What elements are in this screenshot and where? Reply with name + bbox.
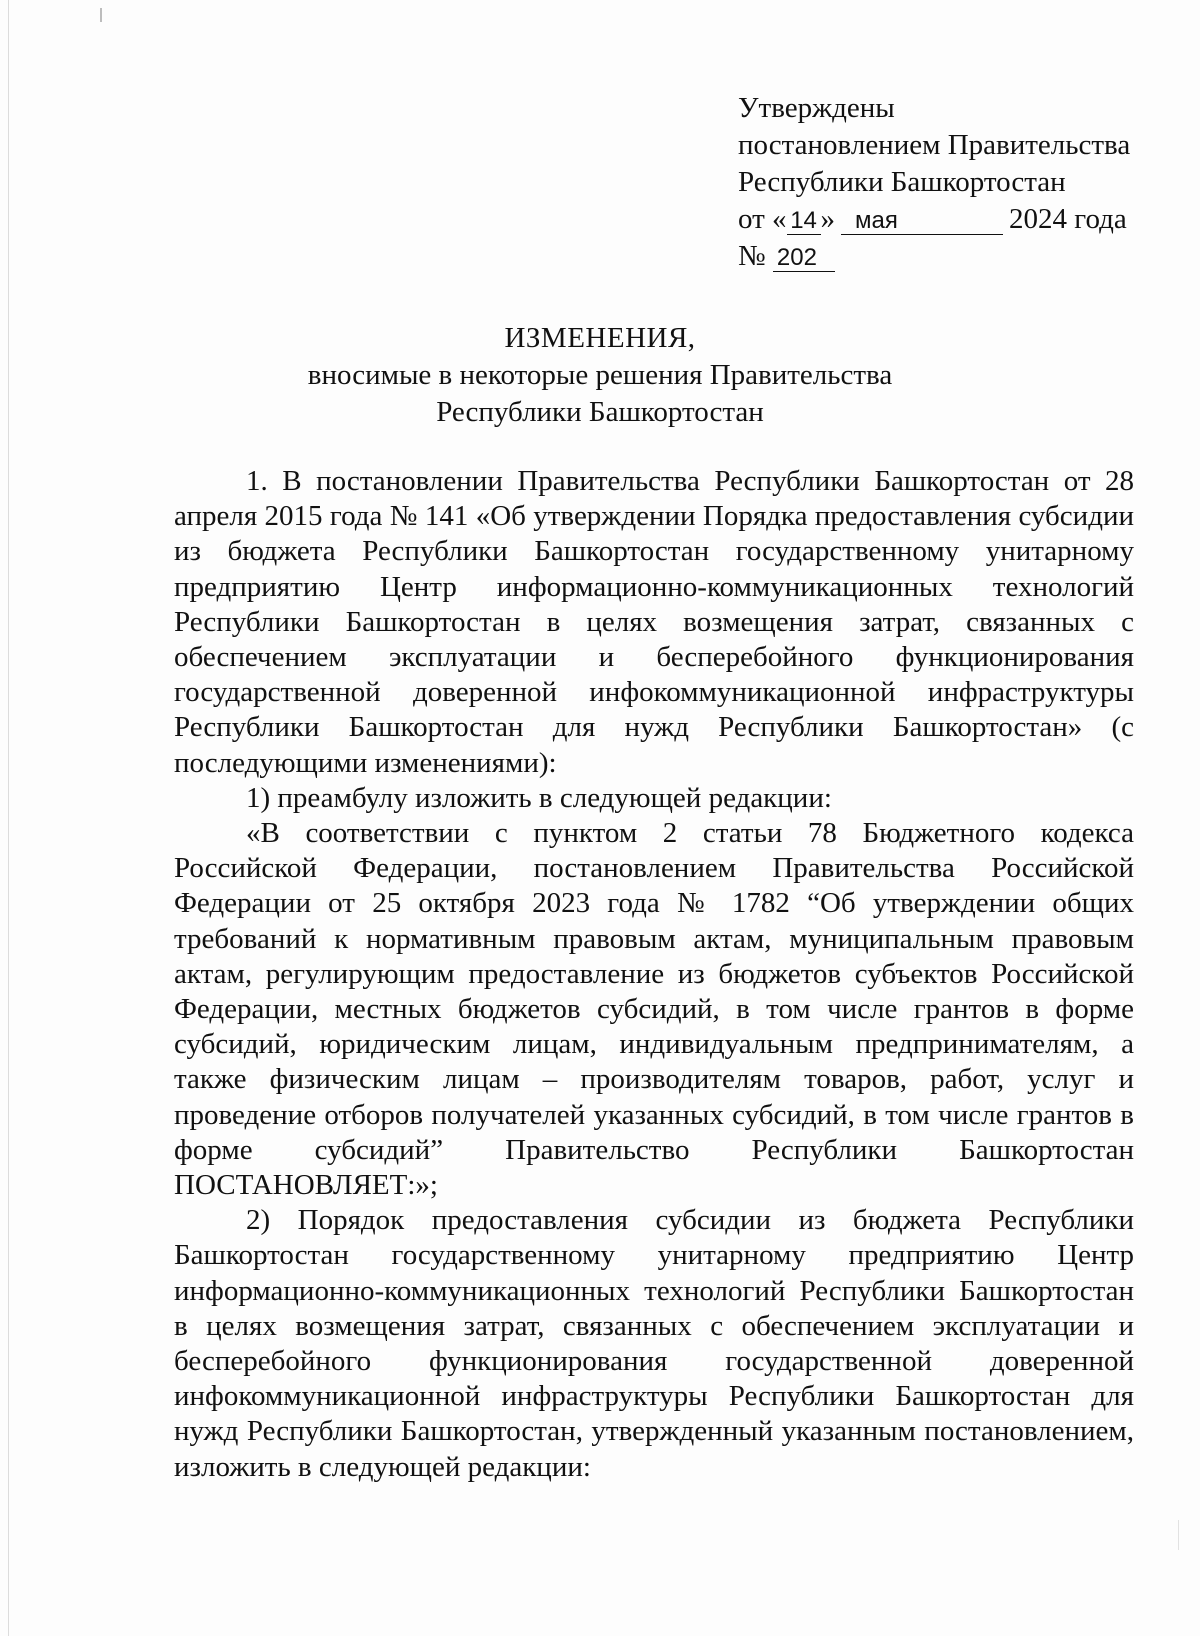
approval-line: постановлением Правительства — [738, 129, 1131, 161]
document-body — [174, 464, 1134, 1485]
paragraph: «В соответствии с пунктом 2 статьи 78 Бюджетного кодекса Российской Федерации, постановлением Правительства Российской Федерации от 25 октября 2023 года № 1782 “Об утверждении общих требований к нормативным правовым актам, муниципальным правовым актам, регулирующим предоставление из бюджетов субъектов Российской Федерации, местных бюджетов субсидий, в том числе грантов в форме субсидий, юридическим лицам, индивидуальным предпринимателям, а также физическим лицам – производителям товаров, работ, услуг и проведение отборов получателей указанных субсидий, в том числе грантов в форме субсидий” Правительство Республики Башкортостан ПОСТАНОВЛЯЕТ:»; — [174, 817, 1134, 1202]
paragraph: 1. В постановлении Правительства Республики Башкортостан от 28 апреля 2015 года № 141 «Об утверждении Порядка предоставления субсидии из бюджета Республики Башкортостан государственному унитарному предприятию Центр информационно-коммуникационных технологий Республики Башкортостан в целях возмещения затрат, связанных с обеспечением эксплуатации и бесперебойного функционирования государственной доверенной инфокоммуникационной инфраструктуры Республики Башкортостан для нужд Республики Башкортостан» (с последующими изменениями): — [174, 465, 1134, 779]
date-quote-close: » — [820, 203, 836, 235]
title-subtitle: вносимые в некоторые решения Правительства — [307, 359, 893, 391]
scan-edge-line — [8, 0, 9, 1636]
title-main: ИЗМЕНЕНИЯ, — [504, 322, 696, 354]
approval-line: Утверждены — [738, 92, 895, 124]
scan-speck — [100, 8, 102, 22]
date-day-field: 14 — [787, 208, 821, 235]
date-year: 2024 года — [1009, 203, 1127, 235]
resolution-number-field: 202 — [773, 245, 835, 272]
document-title — [0, 320, 1200, 431]
number-sign: № — [738, 240, 766, 272]
paragraph: 1) преамбулу изложить в следующей редакции: — [246, 781, 832, 814]
approval-stamp-block — [738, 90, 1178, 275]
date-prefix: от « — [738, 203, 787, 235]
paragraph: 2) Порядок предоставления субсидии из бюджета Республики Башкортостан государственному унитарному предприятию Центр информационно-коммуникационных технологий Республики Башкортостан в целях возмещения затрат, связанных с обеспечением эксплуатации и бесперебойного функционирования государственной доверенной инфокоммуникационной инфраструктуры Республики Башкортостан для нужд Республики Башкортостан, утвержденный указанным постановлением, изложить в следующей редакции: — [174, 1204, 1134, 1483]
date-month-field: мая — [841, 208, 1003, 235]
approval-date-line — [738, 201, 1178, 238]
approval-number-line — [738, 238, 1178, 275]
scan-speck — [1178, 1520, 1179, 1550]
approval-line: Республики Башкортостан — [738, 166, 1066, 198]
title-subtitle: Республики Башкортостан — [436, 396, 764, 428]
